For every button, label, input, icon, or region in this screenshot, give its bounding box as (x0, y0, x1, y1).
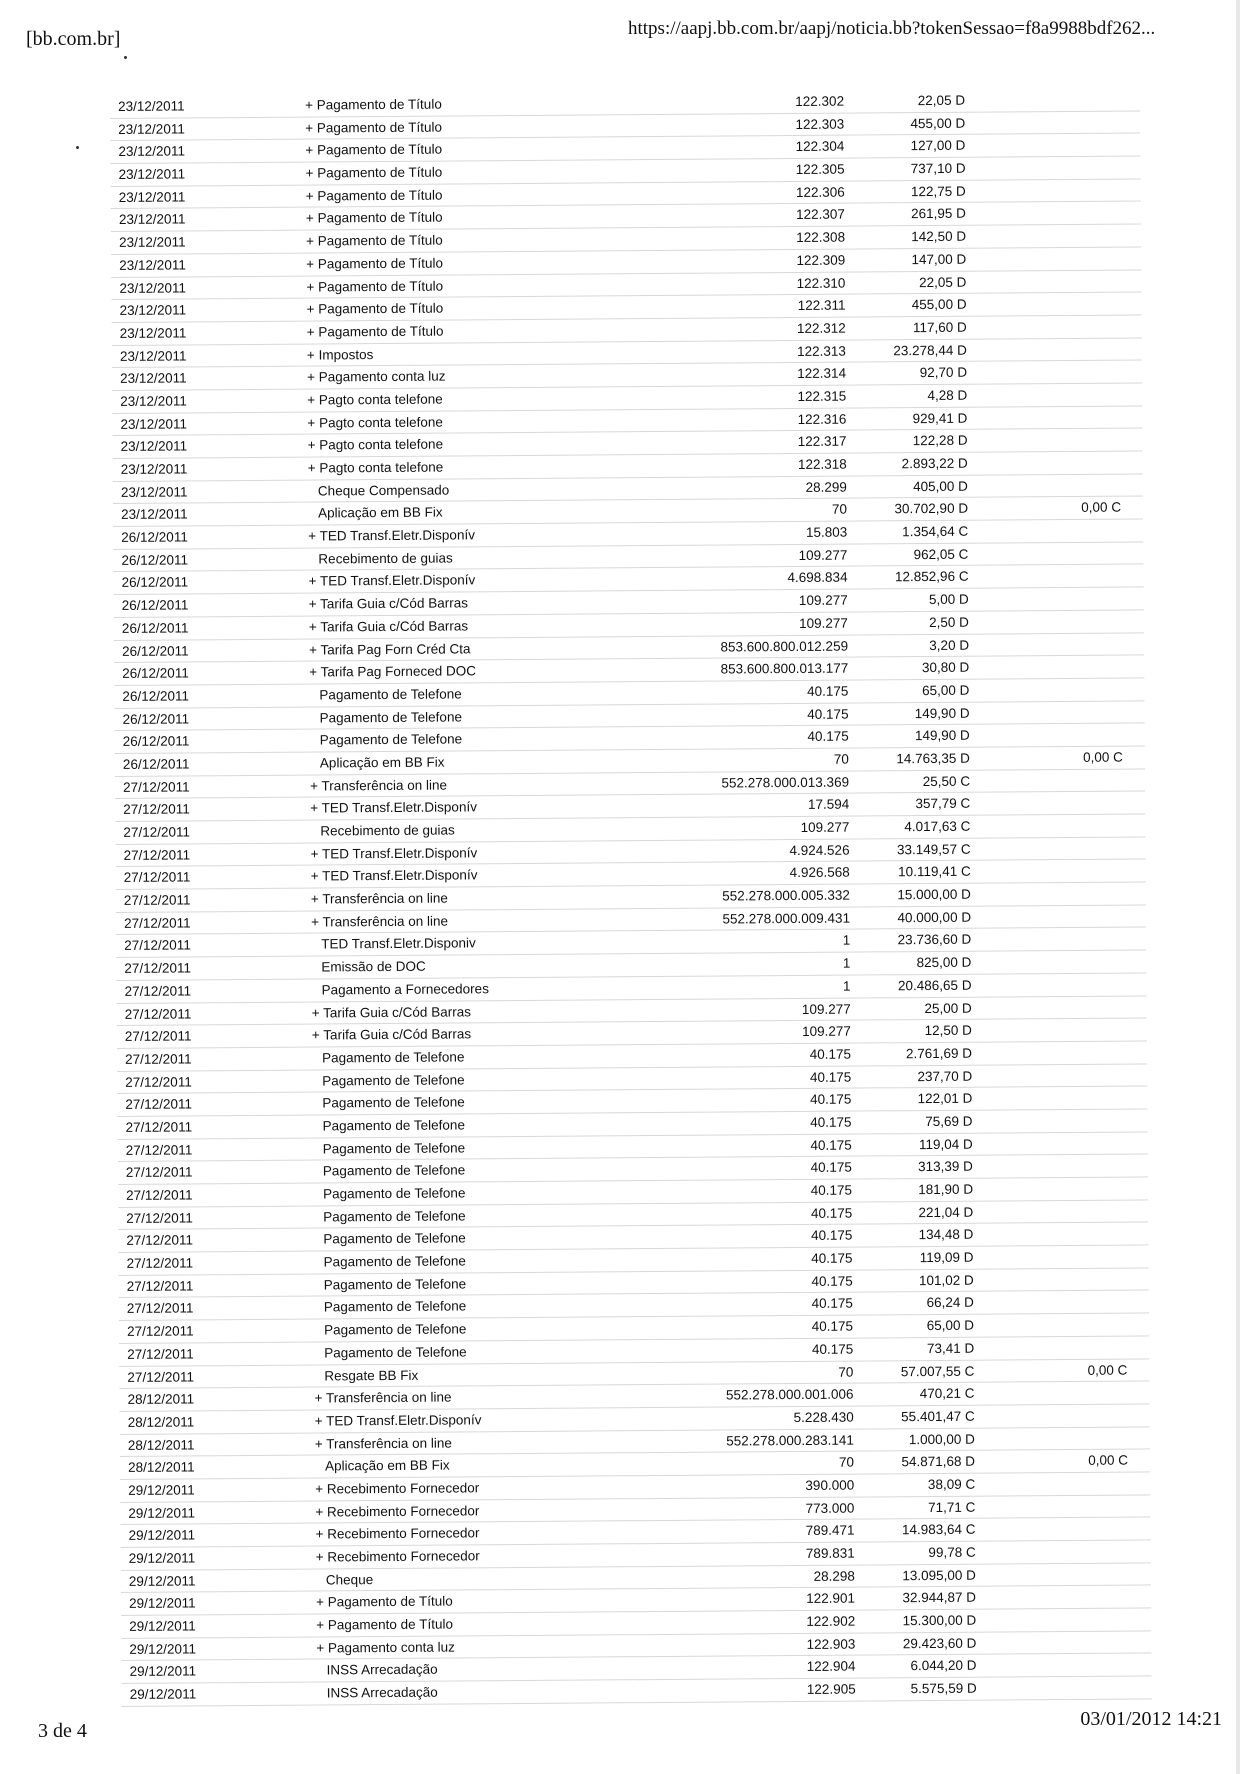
transaction-date: 23/12/2011 (121, 506, 188, 523)
transaction-value: 75,69 D (925, 1113, 973, 1129)
transaction-description: + Pagto conta telefone (307, 414, 443, 431)
transaction-value: 54.871,68 D (901, 1453, 976, 1470)
transaction-value: 73,41 D (926, 1340, 975, 1356)
page-number: 3 de 4 (38, 1720, 87, 1742)
transaction-value: 22,05 D (919, 274, 967, 290)
transaction-description: + Pagamento de Título (305, 96, 442, 113)
transaction-value: 122,01 D (917, 1090, 973, 1107)
transaction-document: 40.175 (811, 1250, 853, 1266)
transaction-description: + Pagamento de Título (306, 278, 444, 295)
transaction-document: 122.902 (806, 1613, 856, 1629)
transaction-date: 26/12/2011 (121, 620, 189, 636)
transaction-date: 26/12/2011 (121, 574, 189, 591)
transaction-value: 23.278,44 D (893, 342, 967, 358)
transaction-date: 27/12/2011 (123, 869, 191, 886)
transaction-document: 4.924.526 (789, 842, 850, 858)
transaction-balance: 0,00 C (1081, 499, 1122, 516)
transaction-description: Resgate BB Fix (324, 1367, 419, 1383)
transaction-value: 147,00 D (911, 251, 967, 267)
transaction-date: 23/12/2011 (119, 234, 186, 251)
transaction-value: 71,71 C (928, 1499, 976, 1515)
transaction-document: 109.277 (801, 1001, 851, 1017)
transaction-date: 26/12/2011 (122, 642, 189, 659)
transaction-document: 1 (842, 955, 851, 971)
transaction-document: 122.310 (796, 275, 846, 291)
transaction-value: 22,05 D (917, 92, 966, 109)
transaction-description: INSS Arrecadação (326, 1684, 438, 1701)
transaction-value: 221,04 D (918, 1204, 974, 1220)
transaction-description: Pagamento de Telefone (323, 1298, 467, 1315)
transaction-value: 142,50 D (911, 228, 967, 245)
transaction-description: + Transferência on line (310, 890, 448, 907)
transaction-description: Recebimento de guias (320, 822, 455, 839)
transaction-description: Pagamento de Telefone (322, 1094, 465, 1111)
transaction-description: Pagamento a Fornecedores (321, 981, 489, 998)
transaction-value: 6.044,20 D (910, 1658, 977, 1674)
transaction-description: + Transferência on line (314, 1389, 452, 1406)
transaction-date: 29/12/2011 (128, 1527, 196, 1544)
transaction-value: 12.852,96 C (894, 569, 969, 585)
transaction-date: 27/12/2011 (123, 801, 190, 818)
transaction-value: 455,00 D (910, 115, 966, 131)
transaction-document: 122.313 (797, 343, 846, 359)
transaction-description: + Pagamento de Título (305, 119, 443, 136)
transaction-value: 40.000,00 D (897, 909, 972, 925)
transaction-value: 15.000,00 D (897, 886, 971, 903)
transaction-date: 27/12/2011 (123, 892, 191, 908)
transaction-description: Pagamento de Telefone (323, 1321, 467, 1338)
transaction-document: 390.000 (805, 1477, 855, 1493)
transaction-description: + Pagamento de Título (306, 255, 444, 272)
transaction-document: 122.905 (806, 1681, 856, 1698)
transaction-description: Recebimento de guias (318, 550, 453, 567)
transaction-description: + TED Transf.Eletr.Disponív (314, 1412, 482, 1429)
transaction-description: Pagamento de Telefone (322, 1185, 466, 1202)
transaction-description: + Pagto conta telefone (307, 436, 444, 453)
transaction-value: 38,09 C (927, 1476, 976, 1492)
transaction-description: Pagamento de Telefone (322, 1049, 465, 1066)
transaction-date: 29/12/2011 (128, 1550, 196, 1566)
transaction-description: + TED Transf.Eletr.Disponív (310, 845, 478, 862)
transaction-date: 27/12/2011 (126, 1255, 194, 1271)
page-edge (1236, 0, 1240, 1774)
transaction-description: + Impostos (306, 346, 374, 363)
transaction-date: 23/12/2011 (118, 121, 185, 137)
transaction-date: 27/12/2011 (126, 1187, 193, 1203)
transaction-description: Pagamento de Telefone (323, 1208, 466, 1225)
transaction-description: + Pagamento conta luz (307, 368, 446, 385)
transaction-description: Pagamento de Telefone (322, 1140, 466, 1157)
transaction-description: + Pagamento conta luz (316, 1639, 455, 1656)
transaction-description: + TED Transf.Eletr.Disponív (310, 867, 478, 884)
transaction-document: 122.306 (795, 184, 845, 200)
transaction-date: 29/12/2011 (128, 1573, 196, 1589)
transaction-date: 29/12/2011 (129, 1663, 197, 1680)
transaction-document: 122.317 (797, 433, 847, 450)
transaction-description: + Recebimento Fornecedor (315, 1502, 480, 1520)
transaction-value: 20.486,65 D (897, 977, 972, 994)
transaction-date: 27/12/2011 (123, 779, 190, 795)
transaction-value: 405,00 D (913, 478, 968, 494)
transaction-date: 23/12/2011 (120, 484, 188, 500)
transaction-description: + TED Transf.Eletr.Disponív (308, 527, 475, 544)
transaction-document: 40.175 (809, 1069, 852, 1085)
transaction-date: 29/12/2011 (129, 1641, 197, 1657)
transaction-date: 23/12/2011 (120, 461, 188, 477)
transaction-description: Pagamento de Telefone (319, 708, 462, 726)
transaction-description: + Pagamento de Título (305, 187, 443, 204)
transaction-date: 23/12/2011 (119, 257, 186, 273)
transaction-date: 23/12/2011 (118, 211, 186, 228)
transaction-document: 4.926.568 (789, 864, 850, 881)
transaction-value: 30.702,90 D (894, 501, 969, 517)
transaction-value: 119,04 D (918, 1136, 973, 1152)
transaction-value: 149,90 D (914, 705, 970, 721)
transaction-document: 122.315 (797, 388, 847, 404)
transaction-date: 27/12/2011 (124, 1028, 192, 1045)
transaction-value: 313,39 D (918, 1159, 973, 1175)
transaction-document: 40.175 (810, 1182, 853, 1198)
transaction-date: 27/12/2011 (125, 1164, 193, 1181)
transaction-document: 70 (831, 501, 848, 518)
transaction-date: 23/12/2011 (118, 189, 186, 205)
transaction-value: 5,00 D (928, 591, 969, 608)
transaction-value: 33.149,57 C (896, 841, 971, 857)
transaction-document: 552.278.000.001.006 (725, 1386, 854, 1403)
transaction-balance: 0,00 C (1087, 1362, 1128, 1378)
transaction-date: 26/12/2011 (121, 552, 189, 568)
transaction-value: 5.575,59 D (910, 1680, 977, 1697)
transaction-value: 261,95 D (911, 206, 966, 222)
scan-speck (76, 146, 79, 149)
transaction-value: 929,41 D (912, 410, 968, 426)
transaction-value: 1.354,64 C (902, 523, 969, 540)
transaction-date: 27/12/2011 (123, 824, 191, 840)
transaction-value: 13.095,00 D (902, 1567, 976, 1583)
transaction-date: 23/12/2011 (118, 166, 186, 183)
transaction-value: 4.017,63 C (904, 818, 971, 835)
transaction-value: 92,70 D (919, 364, 968, 381)
transaction-document: 28.299 (805, 479, 847, 495)
transaction-date: 29/12/2011 (129, 1618, 196, 1634)
transaction-date: 27/12/2011 (124, 1005, 192, 1022)
transaction-description: Cheque (325, 1571, 374, 1588)
transaction-date: 27/12/2011 (125, 1096, 193, 1113)
transaction-description: + TED Transf.Eletr.Disponív (308, 572, 476, 589)
transaction-document: 17.594 (807, 796, 850, 813)
transaction-description: + Pagamento de Título (306, 232, 443, 249)
transaction-document: 15.803 (805, 524, 848, 540)
transaction-date: 23/12/2011 (119, 302, 187, 319)
transaction-date: 26/12/2011 (121, 529, 188, 545)
transaction-description: + Pagamento de Título (305, 164, 443, 181)
transaction-document: 5.228.430 (793, 1409, 854, 1425)
transaction-date: 27/12/2011 (124, 960, 192, 977)
transaction-value: 455,00 D (911, 296, 967, 313)
transaction-value: 1.000,00 D (908, 1431, 975, 1447)
transaction-date: 27/12/2011 (124, 937, 191, 954)
transaction-document: 122.302 (795, 93, 845, 109)
transaction-date: 23/12/2011 (120, 393, 187, 409)
transaction-description: + Transferência on line (310, 777, 448, 794)
transaction-date: 26/12/2011 (121, 597, 189, 614)
transaction-date: 27/12/2011 (123, 847, 191, 863)
transaction-document: 28.298 (813, 1568, 855, 1584)
transaction-document: 773.000 (805, 1500, 855, 1516)
transaction-date: 29/12/2011 (128, 1482, 195, 1498)
transaction-date: 23/12/2011 (120, 416, 188, 432)
transaction-date: 27/12/2011 (126, 1232, 194, 1249)
transaction-document: 40.175 (811, 1296, 853, 1312)
transaction-description: Pagamento de Telefone (319, 731, 463, 748)
transaction-balance: 0,00 C (1088, 1452, 1129, 1469)
transaction-description: TED Transf.Eletr.Disponiv (321, 935, 476, 952)
transaction-document: 789.471 (805, 1522, 855, 1539)
transaction-date: 28/12/2011 (127, 1414, 195, 1430)
transaction-value: 29.423,60 D (902, 1635, 977, 1651)
transaction-document: 40.175 (809, 1046, 852, 1062)
transaction-document: 122.318 (797, 456, 847, 472)
transaction-value: 65,00 D (922, 682, 970, 698)
transaction-value: 12,50 D (924, 1022, 972, 1039)
transaction-date: 27/12/2011 (127, 1346, 194, 1362)
transaction-description: Pagamento de Telefone (324, 1344, 467, 1361)
transaction-document: 70 (838, 1364, 854, 1380)
transaction-document: 40.175 (810, 1159, 852, 1176)
transaction-description: + Recebimento Fornecedor (315, 1480, 480, 1497)
transaction-document: 552.278.000.009.431 (722, 910, 851, 927)
transaction-date: 27/12/2011 (125, 1142, 193, 1158)
transaction-date: 28/12/2011 (128, 1459, 195, 1476)
transaction-value: 25,50 C (922, 773, 971, 789)
transaction-description: + Tarifa Guia c/Cód Barras (311, 1003, 471, 1021)
transaction-document: 40.175 (807, 706, 849, 722)
transaction-document: 40.175 (807, 683, 849, 699)
transaction-document: 40.175 (811, 1341, 854, 1357)
transaction-value: 15.300,00 D (902, 1612, 977, 1629)
transaction-description: Pagamento de Telefone (322, 1117, 465, 1134)
transaction-document: 122.305 (795, 161, 845, 178)
transaction-value: 66,24 D (926, 1295, 974, 1311)
transaction-description: + Recebimento Fornecedor (315, 1525, 480, 1542)
transaction-document: 40.175 (811, 1318, 854, 1335)
transaction-value: 2,50 D (929, 614, 969, 630)
transaction-document: 122.903 (806, 1636, 856, 1652)
transaction-date: 27/12/2011 (126, 1278, 194, 1294)
transaction-description: + Pagamento de Título (306, 300, 444, 317)
transaction-description: + Tarifa Guia c/Cód Barras (308, 595, 468, 612)
transaction-description: Pagamento de Telefone (322, 1071, 465, 1089)
transaction-document: 40.175 (810, 1205, 853, 1221)
transaction-value: 357,79 C (915, 796, 971, 812)
transaction-value: 237,70 D (917, 1068, 973, 1084)
transaction-description: + Tarifa Guia c/Cód Barras (311, 1026, 472, 1043)
transaction-description: Pagamento de Telefone (323, 1253, 466, 1270)
transaction-date: 23/12/2011 (118, 98, 185, 114)
transaction-document: 122.307 (796, 207, 845, 223)
transaction-description: + Transferência on line (311, 913, 449, 930)
transaction-document: 122.901 (806, 1590, 856, 1607)
transaction-description: Pagamento de Telefone (323, 1276, 467, 1293)
transaction-value: 149,90 D (914, 727, 970, 744)
transaction-description: Aplicação em BB Fix (318, 504, 443, 521)
transaction-document: 4.698.834 (787, 570, 848, 586)
transaction-value: 65,00 D (926, 1317, 975, 1334)
transaction-date: 26/12/2011 (122, 756, 190, 772)
transaction-document: 552.278.000.005.332 (722, 887, 850, 904)
transaction-document: 109.277 (802, 1023, 851, 1040)
transaction-document: 853.600.800.012.259 (720, 638, 849, 655)
transaction-document: 122.308 (796, 229, 846, 246)
print-timestamp: 03/01/2012 14:21 (1080, 1708, 1222, 1730)
transaction-value: 4,28 D (927, 387, 968, 403)
transaction-document: 552.278.000.013.369 (721, 774, 850, 791)
transaction-description: + Pagamento de Título (316, 1616, 453, 1633)
transaction-document: 70 (838, 1454, 855, 1470)
transaction-date: 26/12/2011 (122, 688, 190, 704)
transaction-date: 29/12/2011 (128, 1505, 196, 1521)
transaction-date: 23/12/2011 (119, 348, 187, 364)
transaction-date: 27/12/2011 (127, 1323, 194, 1340)
transaction-value: 55.401,47 C (901, 1408, 975, 1425)
transaction-value: 825,00 D (916, 954, 972, 971)
transaction-date: 27/12/2011 (125, 1051, 192, 1067)
transaction-description: Pagamento de Telefone (323, 1230, 466, 1247)
transaction-description: + Transferência on line (314, 1435, 452, 1452)
statement-table (110, 88, 1152, 1706)
transaction-description: + Pagamento de Título (315, 1593, 453, 1610)
transaction-description: + Pagamento de Título (306, 323, 444, 340)
transaction-date: 23/12/2011 (119, 325, 187, 341)
transaction-document: 122.316 (797, 411, 847, 427)
transaction-document: 109.277 (799, 615, 848, 631)
transaction-value: 122,75 D (910, 183, 966, 199)
transaction-value: 127,00 D (910, 138, 966, 154)
transaction-value: 25,00 D (924, 1000, 972, 1016)
transaction-document: 40.175 (811, 1273, 853, 1289)
transaction-document: 40.175 (810, 1114, 852, 1130)
transaction-value: 99,78 C (928, 1544, 976, 1561)
transaction-value: 10.119,41 C (898, 864, 971, 880)
transaction-value: 181,90 D (918, 1181, 974, 1198)
transaction-date: 23/12/2011 (118, 143, 186, 160)
transaction-date: 23/12/2011 (120, 370, 187, 387)
transaction-description: + Pagamento de Título (305, 210, 443, 227)
transaction-description: + TED Transf.Eletr.Disponív (310, 799, 477, 816)
transaction-value: 2.761,69 D (905, 1045, 973, 1062)
transaction-document: 109.277 (798, 592, 848, 609)
transaction-date: 28/12/2011 (127, 1436, 195, 1453)
transaction-description: + Tarifa Pag Forneced DOC (309, 663, 476, 680)
transaction-date: 26/12/2011 (122, 665, 189, 682)
transaction-date: 23/12/2011 (120, 438, 188, 455)
transaction-value: 119,09 D (919, 1249, 974, 1266)
transaction-date: 27/12/2011 (126, 1210, 193, 1226)
transaction-description: Pagamento de Telefone (319, 686, 462, 703)
transaction-document: 122.312 (796, 320, 846, 336)
transaction-document: 122.309 (796, 252, 846, 268)
transaction-value: 30,80 D (921, 659, 970, 676)
transaction-date: 27/12/2011 (124, 983, 192, 999)
transaction-description: + Pagto conta telefone (307, 391, 443, 408)
transaction-description: Aplicação em BB Fix (319, 754, 445, 771)
transaction-document: 122.314 (797, 365, 847, 382)
transaction-description: + Tarifa Guia c/Cód Barras (308, 618, 469, 635)
transaction-document: 122.303 (795, 116, 845, 132)
transaction-document: 789.831 (805, 1545, 855, 1561)
transaction-document: 1 (842, 933, 851, 949)
transaction-document: 40.175 (810, 1091, 852, 1108)
transaction-description: Cheque Compensado (317, 482, 450, 499)
transaction-description: Emissão de DOC (321, 958, 426, 975)
transaction-document: 122.304 (795, 138, 845, 155)
transaction-description: + Recebimento Fornecedor (315, 1548, 480, 1565)
transaction-value: 101,02 D (918, 1272, 974, 1288)
transaction-document: 40.175 (810, 1137, 852, 1153)
page-url: https://aapj.bb.com.br/aapj/noticia.bb?tokenSessao=f8a9988bdf262... (628, 18, 1156, 39)
transaction-description: Aplicação em BB Fix (324, 1457, 450, 1474)
transaction-description: Pagamento de Telefone (322, 1162, 466, 1179)
transaction-date: 27/12/2011 (126, 1300, 194, 1317)
transaction-value: 962,05 C (913, 546, 969, 562)
transaction-date: 26/12/2011 (122, 710, 190, 727)
transaction-date: 27/12/2011 (127, 1368, 195, 1385)
transaction-value: 23.736,60 D (897, 932, 972, 948)
transaction-value: 470,21 C (919, 1385, 975, 1402)
scan-speck (124, 56, 127, 59)
transaction-description: + Pagto conta telefone (307, 459, 444, 476)
transaction-value: 14.763,35 D (896, 750, 970, 767)
transaction-document: 552.278.000.283.141 (726, 1432, 854, 1449)
transaction-value: 122,28 D (912, 433, 968, 449)
transaction-date: 23/12/2011 (119, 279, 187, 296)
transaction-balance: 0,00 C (1083, 749, 1123, 765)
transaction-document: 40.175 (811, 1227, 853, 1244)
transaction-document: 1 (842, 978, 851, 994)
transaction-document: 853.600.800.013.177 (720, 660, 849, 677)
transaction-date: 29/12/2011 (128, 1595, 196, 1612)
transaction-value: 14.983,64 C (901, 1522, 976, 1538)
transaction-document: 109.277 (798, 547, 848, 563)
transaction-document: 70 (833, 751, 849, 767)
transaction-description: + Pagamento de Título (305, 141, 443, 158)
transaction-value: 2.893,22 D (901, 455, 968, 472)
transaction-date: 27/12/2011 (125, 1073, 192, 1090)
transaction-document: 122.311 (797, 297, 846, 314)
transaction-value: 134,48 D (918, 1227, 974, 1243)
transaction-value: 57.007,55 C (900, 1363, 975, 1379)
transaction-date: 28/12/2011 (127, 1391, 195, 1408)
transaction-date: 27/12/2011 (124, 915, 191, 931)
transaction-value: 3,20 D (929, 637, 970, 653)
transaction-date: 27/12/2011 (125, 1119, 193, 1135)
transaction-value: 737,10 D (910, 160, 966, 177)
transaction-description: + Tarifa Pag Forn Créd Cta (309, 640, 471, 658)
site-label: [bb.com.br] (26, 28, 121, 50)
transaction-date: 29/12/2011 (129, 1686, 197, 1703)
transaction-document: 40.175 (807, 728, 849, 745)
transaction-value: 117,60 D (912, 319, 967, 335)
transaction-date: 26/12/2011 (122, 733, 190, 750)
transaction-value: 32.944,87 D (902, 1590, 977, 1606)
transaction-description: INSS Arrecadação (326, 1662, 438, 1678)
transaction-document: 109.277 (800, 819, 850, 835)
transaction-document: 122.904 (806, 1659, 856, 1675)
